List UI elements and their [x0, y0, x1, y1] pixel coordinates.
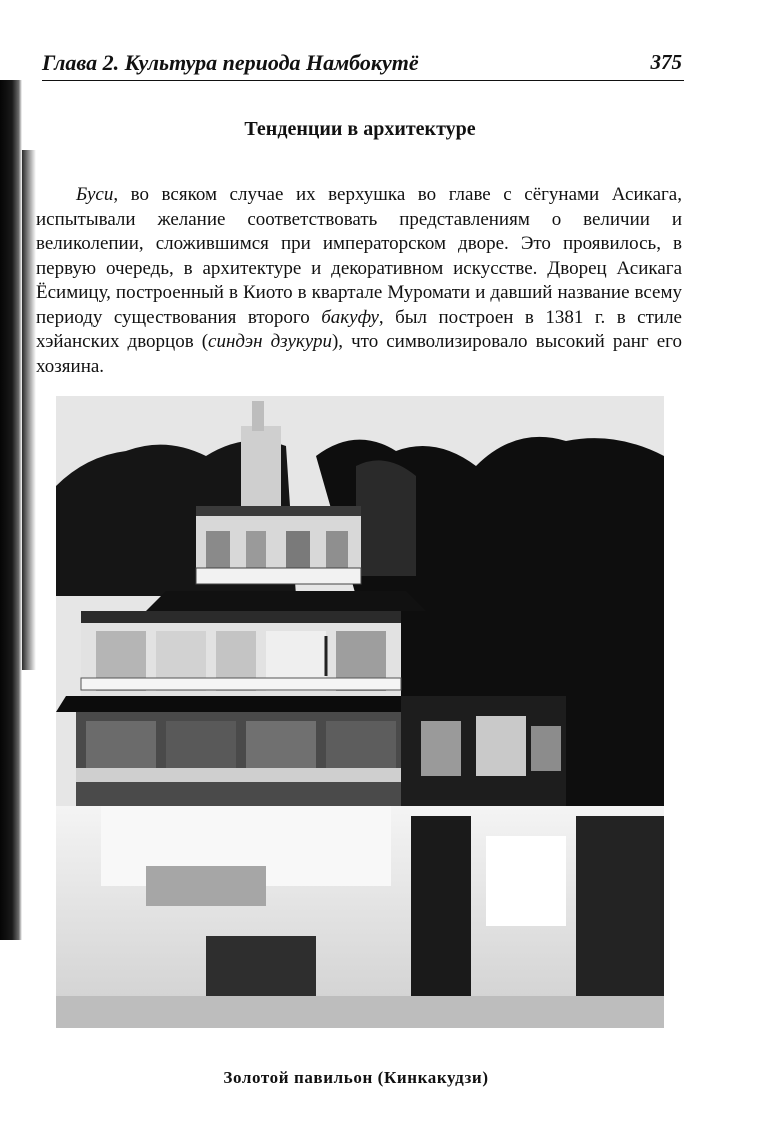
book-spine-shadow-inner: [22, 150, 36, 670]
page-number: 375: [650, 50, 682, 74]
section-heading: Тенденции в архитектуре: [244, 118, 476, 140]
paragraph-text-2: , был построен в 1381 г. в стиле хэйанских дворцов (: [36, 306, 682, 352]
golden-pavilion-photo: [56, 396, 664, 1028]
figure-caption: Золотой павильон (Кинкакудзи): [223, 1068, 489, 1087]
book-spine-shadow: [0, 80, 22, 940]
paragraph-text-1: , во всяком случае их верхушка во главе с сёгунами Асикага, испытывали желание соответствовать представлениям о величии и великолепии, сложившимся при императорском дворе. Это проявилось, в первую очередь, в архитектуре и декоративном искусстве. Дворец Асикага Ёсимицу, построенный в Киото в квартале Муромати и давший название всему периоду существования второго: [36, 184, 682, 328]
body-paragraph: [36, 183, 682, 379]
term-bushi: Буси: [76, 184, 114, 205]
term-shinden-zukuri: синдэн дзукури: [208, 331, 332, 352]
term-bakufu: бакуфу: [321, 306, 379, 328]
running-title: Глава 2. Культура периода Намбокутё: [42, 50, 419, 75]
paragraph-text-3: ), что символизировало высокий ранг его хозяина.: [36, 331, 683, 377]
page-header: [42, 48, 684, 81]
